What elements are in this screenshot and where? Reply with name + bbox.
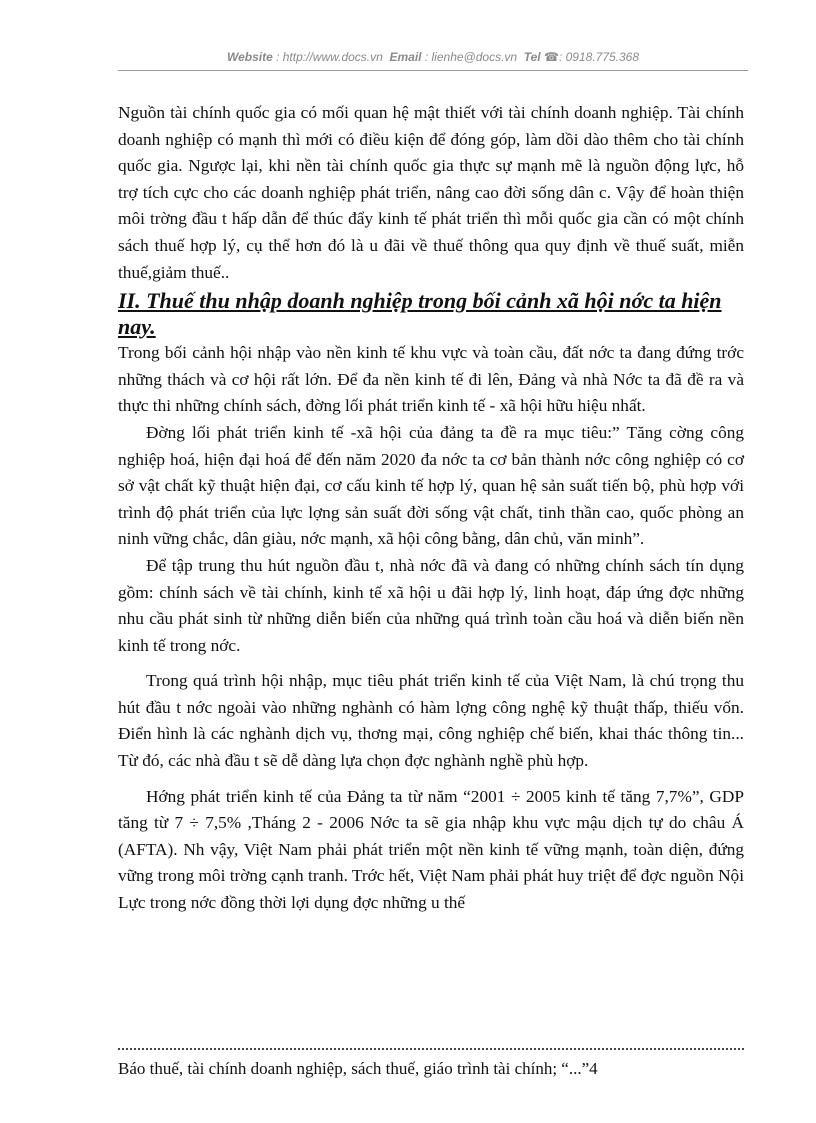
paragraph-6: Hớng phát triển kinh tế của Đảng ta từ năm “2001 ÷ 2005 kinh tế tăng 7,7%”, GDP tăng từ 7 ÷ 7,5% ,Tháng 2 - 2006 Nớc ta sẽ gia nhập khu vực mậu dịch tự do châu Á (AFTA). Nh vậy, Việt Nam phải phát triển một nền kinh tế vững mạnh, toàn diện, đứng vững trong môi trờng cạnh tranh. Trớc hết, Việt Nam phải phát huy triệt để đợc nguồn Nội Lực trong nớc đồng thời lợi dụng đợc những u thế bbox=[118, 786, 744, 913]
paragraph-5: Trong quá trình hội nhập, mục tiêu phát triển kinh tế của Việt Nam, là chú trọng thu hút đầu t nớc ngoài vào những nghành có hàm lợng công nghệ kỹ thuật thấp, thiếu vốn. Điển hình là các nghành dịch vụ, thơng mại, công nghiệp chế biến, khai thác thông tin... Từ đó, các nhà đầu t sẽ dễ dàng lựa chọn đợc nghành nghề phù hợp. bbox=[118, 671, 744, 771]
paragraph-2: Trong bối cảnh hội nhập vào nền kinh tế khu vực và toàn cầu, đất nớc ta đang đứng trớc những thách và cơ hội rất lớn. Để đa nền kinh tế đi lên, Đảng và nhà Nớc ta đã đề ra và thực thi những chính sách, đờng lối phát triển kinh tế - xã hội hữu hiệu nhất. bbox=[118, 343, 744, 416]
website-value: : http://www.docs.vn bbox=[276, 50, 383, 64]
page-header bbox=[118, 50, 748, 71]
document-body bbox=[118, 100, 744, 917]
section-heading: II. Thuế thu nhập doanh nghiệp trong bối cảnh xã hội nớc ta hiện nay. bbox=[118, 288, 722, 340]
email-label: Email bbox=[389, 50, 422, 64]
paragraph-1: Nguồn tài chính quốc gia có mối quan hệ mật thiết với tài chính doanh nghiệp. Tài chính doanh nghiệp có mạnh thì mới có điều kiện để đóng góp, làm dồi dào thêm cho tài chính quốc gia. Ngược lại, khi nền tài chính quốc gia thực sự mạnh mẽ là nguồn động lực, hỗ trợ tích cực cho các doanh nghiệp phát triển, nâng cao đời sống dân c. Vậy để hoàn thiện môi trờng đầu t hấp dẫn để thúc đẩy kinh tế phát triển thì mỗi quốc gia cần có một chính sách thuế hợp lý, cụ thể hơn đó là u đãi về thuế thông qua quy định về thuế suất, miễn thuế,giảm thuế.. bbox=[118, 103, 744, 282]
website-label: Website bbox=[226, 50, 273, 64]
paragraph-3: Đờng lối phát triển kinh tế -xã hội của đảng ta đề ra mục tiêu:” Tăng cờng công nghiệp hoá, hiện đại hoá để đến năm 2020 đa nớc ta cơ bản thành nớc công nghiệp có cơ sở vật chất kỹ thuật hiện đại, cơ cấu kinh tế hợp lý, quan hệ sản suất tiến bộ, phù hợp với trình độ phát triển của lực lợng sản suất đời sống vật chất, tinh thần cao, quốc phòng an ninh vững chắc, dân giàu, nớc mạnh, xã hội công bằng, dân chủ, văn minh”. bbox=[118, 422, 744, 549]
footer-text: Báo thuế, tài chính doanh nghiệp, sách thuế, giáo trình tài chính; “...”4 bbox=[118, 1059, 598, 1078]
paragraph-4: Để tập trung thu hút nguồn đầu t, nhà nớc đã và đang có những chính sách tín dụng gồm: chính sách về tài chính, kinh tế xã hội u đãi hợp lý, linh hoạt, đáp ứng đợc những nhu cầu phát sinh từ những diễn biến của những quá trình toàn cầu hoá và diễn biến nền kinh tế trong nớc. bbox=[118, 555, 744, 655]
tel-value: : 0918.775.368 bbox=[558, 50, 640, 64]
tel-label: Tel bbox=[523, 50, 541, 64]
email-value: : lienhe@docs.vn bbox=[424, 50, 518, 64]
page-footer bbox=[118, 1048, 744, 1079]
phone-icon: ☎ bbox=[544, 50, 559, 64]
